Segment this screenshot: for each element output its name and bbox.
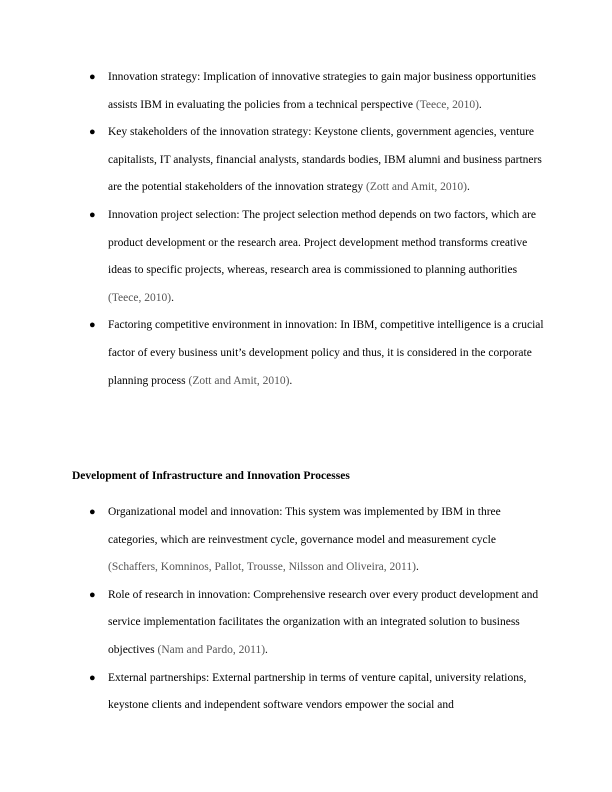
list-item (0, 119, 612, 202)
list-item (0, 64, 612, 119)
item-end: . (415, 561, 419, 574)
list-item (0, 499, 612, 582)
item-text: Organizational model and innovation: This system was implemented by IBM in three categories, which are reinvestment cycle, governance model and measurement cycle (108, 506, 501, 546)
item-text: Role of research in innovation: Comprehensive research over every product development and service implementation facilitates the organization with an integrated solution to business objectives (108, 588, 539, 656)
citation: (Nam and Pardo, 2011) (157, 643, 266, 656)
item-end: . (171, 291, 174, 304)
bullet-icon: ● (89, 319, 96, 332)
bullet-icon: ● (89, 506, 96, 518)
bullet-icon: ● (89, 126, 96, 139)
list-item (0, 582, 612, 665)
citation: (Schaffers, Komninos, Pallot, Trousse, Nilsson and Oliveira, 2011) (108, 561, 416, 574)
citation: (Zott and Amit, 2010) (366, 181, 467, 194)
item-text: Factoring competitive environment in innovation: In IBM, competitive intelligence is a crucial factor of every business unit’s development policy and thus, it is considered in the corporate planning process (108, 319, 544, 387)
list-item (0, 665, 612, 720)
item-end: . (289, 374, 293, 387)
citation: (Zott and Amit, 2010) (188, 374, 290, 387)
item-end: . (265, 643, 268, 656)
item-text: Innovation project selection: The project selection method depends on two factors, which are product development or the research area. Project development method transforms creative ideas to specific projects, whereas, research area is commissioned to planning authorities (108, 208, 537, 277)
section-heading: Development of Infrastructure and Innovation Processes (72, 470, 350, 482)
bullet-icon: ● (89, 208, 96, 221)
item-text: Innovation strategy: Implication of innovative strategies to gain major business opportunities assists IBM in evaluating the policies from a technical perspective (108, 71, 536, 111)
item-end: . (466, 181, 470, 194)
infrastructure-list (0, 499, 612, 720)
bullet-icon: ● (89, 588, 96, 601)
citation: (Teece, 2010) (108, 291, 172, 304)
bullet-icon: ● (89, 71, 96, 83)
citation: (Teece, 2010) (415, 98, 479, 111)
item-text: External partnerships: External partnership in terms of venture capital, university relations, keystone clients and independent software vendors empower the social and (108, 671, 527, 712)
list-item (0, 202, 612, 312)
list-item (0, 312, 612, 395)
item-end: . (478, 98, 482, 111)
bullet-icon: ● (89, 671, 96, 684)
item-text: Key stakeholders of the innovation strategy: Keystone clients, government agencies, venture capitalists, IT analysts, financial analysts, standards bodies, IBM alumni and business partners are the potential stakeholders of the innovation strategy (108, 126, 542, 194)
innovation-strategy-list (0, 64, 612, 395)
